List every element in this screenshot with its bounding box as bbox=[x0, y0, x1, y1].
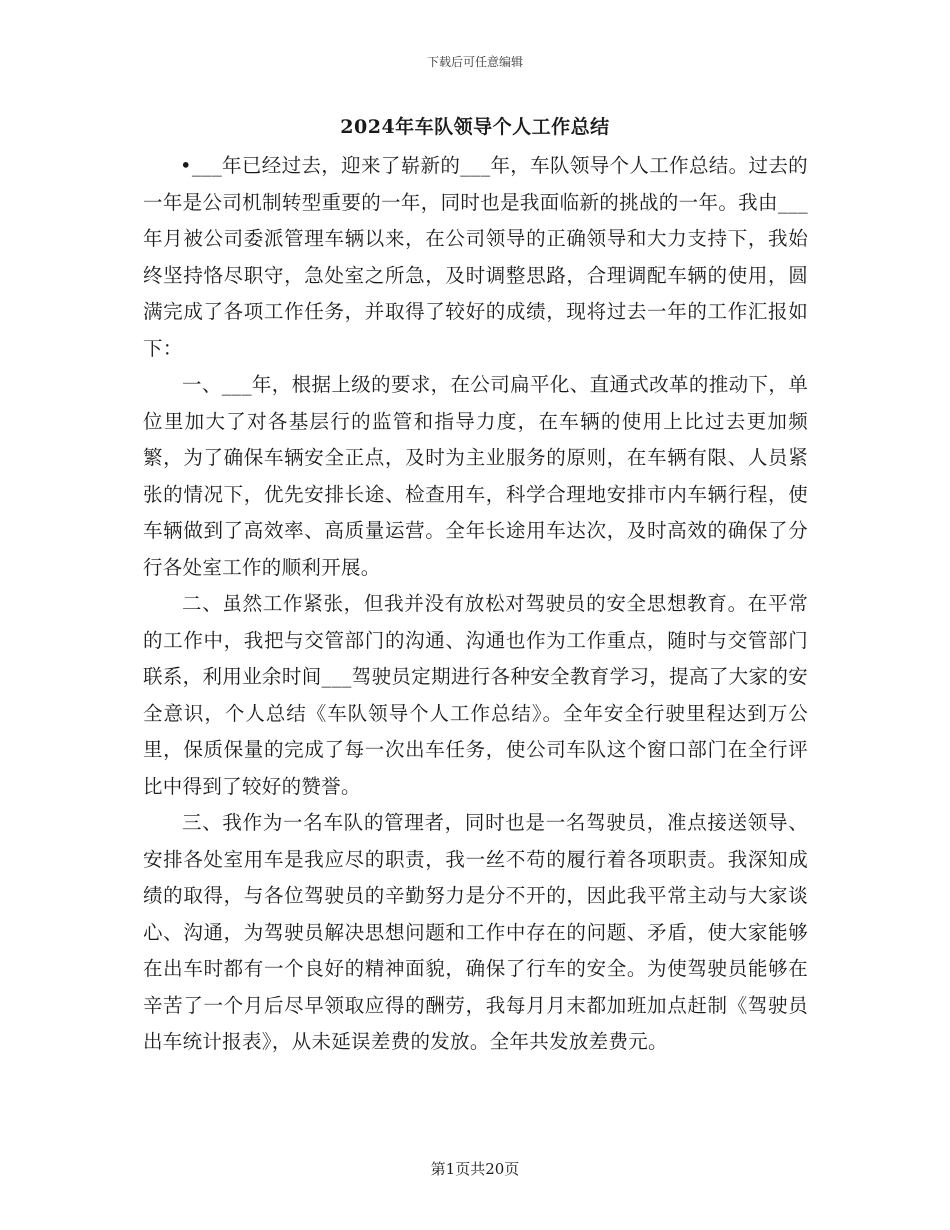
paragraph-section-1: 一、___年，根据上级的要求，在公司扁平化、直通式改革的推动下，单位里加大了对各基层行的监管和指导力度，在车辆的使用上比过去更加频繁，为了确保车辆安全正点，及时为主业服务的原则，在车辆有限、人员紧张的情况下，优先安排长途、检查用车，科学合理地安排市内车辆行程，使车辆做到了高效率、高质量运营。全年长途用车达次，及时高效的确保了分行各处室工作的顺利开展。 bbox=[143, 373, 808, 579]
document-title: 2024年车队领导个人工作总结 bbox=[340, 116, 610, 138]
paragraph-section-3: 三、我作为一名车队的管理者，同时也是一名驾驶员，准点接送领导、安排各处室用车是我应尽的职责，我一丝不苟的履行着各项职责。我深知成绩的取得，与各位驾驶员的辛勤努力是分不开的，因此我平常主动与大家谈心、沟通，为驾驶员解决思想问题和工作中存在的问题、矛盾，使大家能够在出车时都有一个良好的精神面貌，确保了行车的安全。为使驾驶员能够在辛苦了一个月后尽早领取应得的酬劳，我每月月末都加班加点赶制《驾驶员出车统计报表》，从未延误差费的发放。全年共发放差费元。 bbox=[143, 811, 808, 1053]
paragraph-intro: •___年已经过去，迎来了崭新的___年，车队领导个人工作总结。过去的一年是公司机制转型重要的一年，同时也是我面临新的挑战的一年。我由___年月被公司委派管理车辆以来，在公司领导的正确领导和大力支持下，我始终坚持恪尽职守，急处室之所急，及时调整思路，合理调配车辆的使用，圆满完成了各项工作任务，并取得了较好的成绩，现将过去一年的工作汇报如下： bbox=[143, 154, 808, 360]
paragraph-section-2: 二、虽然工作紧张，但我并没有放松对驾驶员的安全思想教育。在平常的工作中，我把与交管部门的沟通、沟通也作为工作重点，随时与交管部门联系，利用业余时间___驾驶员定期进行各种安全教育学习，提高了大家的安全意识，个人总结《车队领导个人工作总结》。全年安全行驶里程达到万公里，保质保量的完成了每一次出车任务，使公司车队这个窗口部门在全行评比中得到了较好的赞誉。 bbox=[143, 592, 808, 798]
header-note: 下载后可任意编辑 bbox=[426, 55, 523, 69]
page-number-footer: 第1页共20页 bbox=[430, 1160, 520, 1178]
document-body bbox=[143, 148, 808, 1061]
